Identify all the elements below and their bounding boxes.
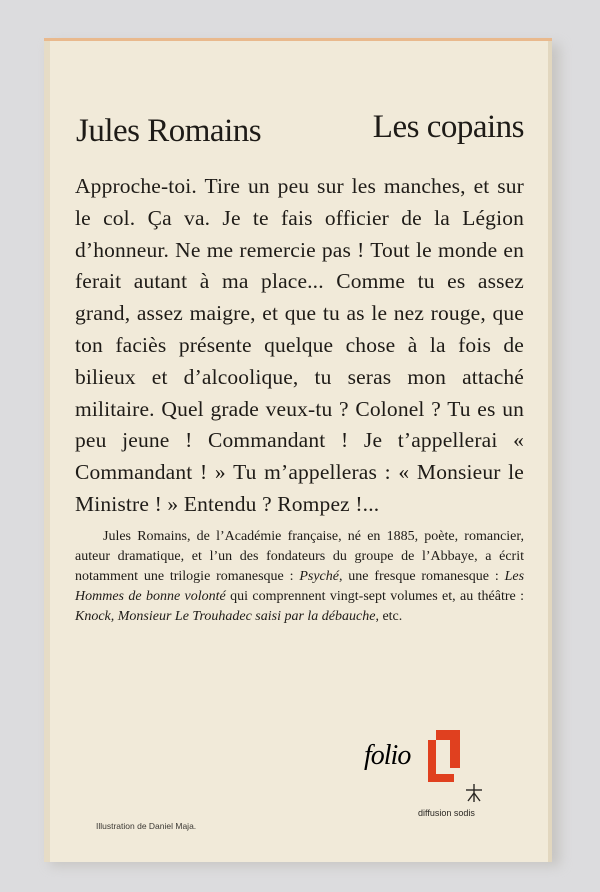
bio-work-hommes: Les Hommes de bonne volonté	[75, 569, 525, 604]
book-back-cover	[44, 38, 552, 862]
sodis-emblem-icon	[463, 782, 485, 804]
folio-frame-icon	[420, 726, 466, 786]
author-name: Jules Romains	[76, 113, 262, 149]
distributor-label: diffusion sodis	[418, 808, 475, 818]
excerpt-block	[75, 171, 524, 521]
folio-wordmark: folio	[364, 740, 411, 771]
author-biography	[75, 527, 524, 627]
bio-paragraph	[75, 527, 524, 627]
bio-text-4: , etc.	[375, 609, 403, 624]
cover-edge-left	[44, 41, 50, 862]
bio-work-psyche: Psyché	[299, 569, 339, 584]
bio-text-1: Jules Romains, de l’Académie française, né en 1885, poète, romancier, auteur dramatique, et l’un des fondateurs du groupe de l’Abbaye, a écrit notamment une trilogie romanesque :	[75, 529, 524, 584]
book-title: Les copains	[372, 109, 524, 145]
bio-text-3: qui comprennent vingt-sept volumes et, au théâtre :	[225, 589, 524, 604]
bio-text-2: , une fresque romanesque :	[338, 569, 505, 584]
illustration-credit: Illustration de Daniel Maja.	[96, 821, 197, 831]
cover-edge-right	[548, 41, 552, 862]
excerpt-text: Approche-toi. Tire un peu sur les manches, et sur le col. Ça va. Je te fais officier de la Légion d’honneur. Ne me remercie pas ! Tout le monde en ferait autant à ma place... Comme tu es assez grand, assez maigre, et que tu as le nez rouge, que ton faciès présente quelque chose à la fois de bilieux et d’alcoolique, tu seras mon attaché militaire. Quel grade veux-tu ? Colonel ? Tu es un peu jeune ! Commandant ! Je t’appellerai « Commandant ! » Tu m’appelleras : « Monsieur le Ministre ! » Entendu ? Rompez !...	[75, 174, 524, 516]
bio-work-knock: Knock, Monsieur Le Trouhadec saisi par la débauche	[75, 609, 376, 624]
